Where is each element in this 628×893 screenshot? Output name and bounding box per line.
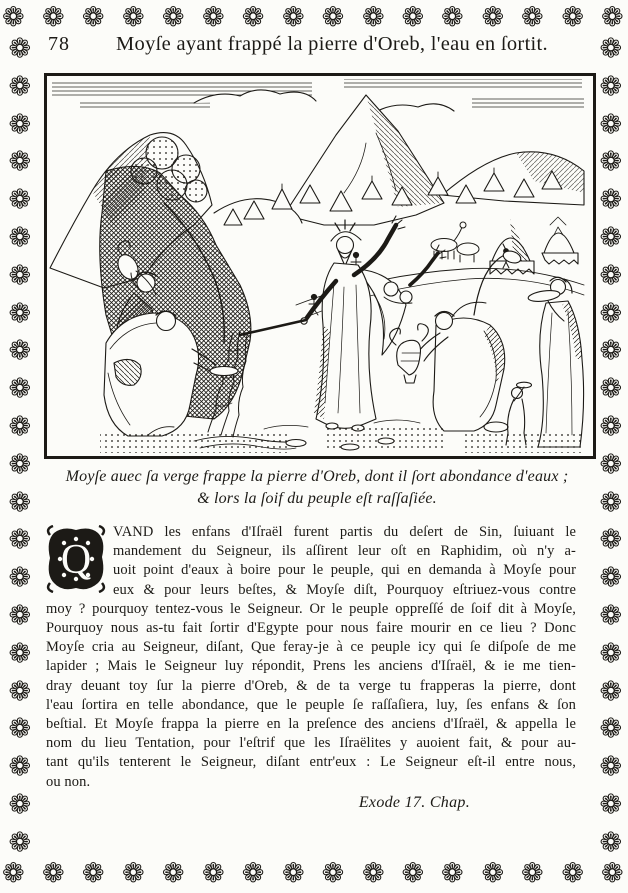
camel-head: [452, 244, 522, 317]
body-text-line: beſtial. Et Moyſe frappa la pierre en la preſence des anciens d'Iſraël, & appella le: [46, 716, 576, 733]
body-text-line: mandement du Seigneur, ils aſſirent leur oſt en Raphidim, où n'y a-: [113, 543, 576, 560]
body-text-line: dray deuant toy ſur la pierre d'Oreb, & de ta verge tu frapperas la pierre, dont: [46, 677, 576, 694]
fleuron-ornament-icon: ❁: [593, 792, 625, 815]
fleuron-ornament-icon: ❁: [401, 1, 425, 33]
fleuron-ornament-icon: ❁: [601, 1, 624, 33]
fleuron-ornament-icon: ❁: [481, 857, 505, 889]
fleuron-ornament-icon: ❁: [481, 1, 505, 33]
engraving-caption: [46, 466, 588, 510]
body-text-line: l'eau ſortira en telle abondance, que le peuple ſe raſſaſiera, luy, ſes enfans & ſon: [46, 696, 576, 713]
fleuron-ornament-icon: ❁: [593, 527, 625, 551]
fleuron-ornament-icon: ❁: [561, 1, 584, 33]
fleuron-ornament-icon: ❁: [593, 149, 625, 173]
fleuron-ornament-icon: ❁: [2, 73, 34, 97]
fleuron-ornament-icon: ❁: [2, 640, 34, 664]
fleuron-ornament-icon: ❁: [593, 640, 625, 664]
sky-hatching: [52, 79, 584, 113]
fleuron-ornament-icon: ❁: [361, 1, 385, 33]
fleuron-ornament-icon: ❁: [593, 376, 625, 399]
woodcut-engraving: [44, 72, 596, 460]
body-text: [46, 523, 576, 792]
fleuron-ornament-icon: ❁: [241, 1, 265, 33]
fleuron-ornament-icon: ❁: [593, 300, 625, 324]
page-number: 78: [48, 33, 70, 55]
moses-figure: [240, 216, 406, 431]
fleuron-ornament-icon: ❁: [2, 857, 25, 889]
body-text-line: tant qu'ils tenterent le Seigneur, diſant entr'eux : Le Seigneur eſt-il entre nous,: [46, 754, 576, 771]
fleuron-ornament-icon: ❁: [2, 489, 34, 513]
fleuron-ornament-icon: ❁: [281, 1, 305, 33]
fleuron-ornament-icon: ❁: [361, 857, 385, 889]
fleuron-ornament-icon: ❁: [2, 678, 34, 702]
body-paragraph: [46, 523, 576, 812]
fleuron-ornament-icon: ❁: [121, 857, 145, 889]
fleuron-ornament-icon: ❁: [81, 1, 105, 33]
fleuron-ornament-icon: ❁: [2, 451, 34, 475]
fleuron-ornament-icon: ❁: [593, 716, 625, 740]
fleuron-ornament-icon: ❁: [593, 678, 625, 702]
fleuron-ornament-icon: ❁: [2, 111, 34, 135]
fleuron-ornament-icon: ❁: [81, 857, 105, 889]
fleuron-ornament-icon: ❁: [441, 1, 465, 33]
fleuron-ornament-icon: ❁: [2, 414, 34, 437]
fleuron-ornament-icon: ❁: [593, 565, 625, 588]
fleuron-ornament-icon: ❁: [2, 754, 34, 777]
fleuron-ornament-icon: ❁: [2, 376, 34, 399]
fleuron-ornament-icon: ❁: [593, 829, 625, 853]
fleuron-ornament-icon: ❁: [593, 111, 625, 135]
fleuron-ornament-icon: ❁: [321, 1, 345, 33]
fleuron-ornament-icon: ❁: [2, 338, 34, 362]
fleuron-ornament-icon: ❁: [593, 414, 625, 437]
fleuron-ornament-icon: ❁: [601, 857, 624, 889]
fleuron-ornament-icon: ❁: [593, 338, 625, 362]
body-text-line: nom du lieu Tentation, pour l'eſtrif que les Iſraëlites y auoient fait, & pour au-: [46, 735, 576, 752]
fleuron-ornament-icon: ❁: [321, 857, 345, 889]
fleuron-ornament-icon: ❁: [41, 1, 65, 33]
decorative-initial: [46, 525, 106, 593]
fleuron-ornament-icon: ❁: [2, 527, 34, 551]
fleuron-ornament-icon: ❁: [593, 262, 625, 286]
page-header: [44, 33, 594, 61]
fleuron-ornament-icon: ❁: [2, 1, 25, 33]
body-text-line: VAND les enfans d'Iſraël furent partis du deſert de Sin, ſuiuant le: [113, 524, 576, 540]
ornamental-border-right: [592, 34, 626, 855]
body-text-line: lapider ; Mais le Seigneur luy répondit, Prens les anciens d'Iſraël, & ie me tien-: [46, 658, 576, 675]
fleuron-ornament-icon: ❁: [441, 857, 465, 889]
body-text-line: Moyſe cria au Seigneur, diſant, Que feray-je à ce peuple icy qui ſe diſpoſe de me: [46, 639, 576, 656]
moses-striking-rock-illustration: [44, 72, 596, 460]
fleuron-ornament-icon: ❁: [561, 857, 584, 889]
fleuron-ornament-icon: ❁: [2, 262, 34, 286]
ornamental-border-top: [2, 0, 624, 34]
fleuron-ornament-icon: ❁: [201, 857, 225, 889]
fleuron-ornament-icon: ❁: [593, 187, 625, 210]
ornamental-border-bottom: [2, 855, 624, 891]
fleuron-ornament-icon: ❁: [593, 36, 625, 59]
initial-letter: Q: [60, 537, 92, 583]
caption-line: Moyſe auec ſa verge frappe la pierre d'Oreb, dont il ſort abondance d'eaux ;: [65, 468, 569, 485]
fleuron-ornament-icon: ❁: [2, 565, 34, 588]
fleuron-ornament-icon: ❁: [593, 754, 625, 777]
fleuron-ornament-icon: ❁: [121, 1, 145, 33]
fleuron-ornament-icon: ❁: [593, 489, 625, 513]
scripture-reference: Exode 17. Chap.: [358, 793, 470, 811]
caption-line: & lors la ſoif du peuple eſt raſſaſiée.: [197, 490, 437, 507]
fleuron-ornament-icon: ❁: [2, 36, 34, 59]
body-text-line: eux & pour leurs beſtes, & Moyſe diſt, Pourquoy eſtriuez-vous contre: [113, 581, 576, 598]
body-text-line: ou non.: [46, 773, 91, 790]
fleuron-ornament-icon: ❁: [401, 857, 425, 889]
fleuron-ornament-icon: ❁: [593, 603, 625, 626]
fleuron-ornament-icon: ❁: [2, 716, 34, 740]
fleuron-ornament-icon: ❁: [593, 451, 625, 475]
fleuron-ornament-icon: ❁: [2, 149, 34, 173]
ornamental-border-left: [1, 34, 35, 855]
fleuron-ornament-icon: ❁: [2, 187, 34, 210]
fleuron-ornament-icon: ❁: [41, 857, 65, 889]
fleuron-ornament-icon: ❁: [2, 603, 34, 626]
body-text-line: uoit point d'eaux à boire pour le peuple, qui en demanda à Moyſe pour: [113, 562, 576, 579]
fleuron-ornament-icon: ❁: [161, 857, 185, 889]
fleuron-ornament-icon: ❁: [241, 857, 265, 889]
fleuron-ornament-icon: ❁: [593, 225, 625, 248]
fleuron-ornament-icon: ❁: [593, 73, 625, 97]
fleuron-ornament-icon: ❁: [2, 829, 34, 853]
page-title: Moyſe ayant frappé la pierre d'Oreb, l'eau en ſortit.: [116, 33, 548, 55]
fleuron-ornament-icon: ❁: [2, 225, 34, 248]
kneeling-man-right: [390, 312, 508, 433]
fleuron-ornament-icon: ❁: [161, 1, 185, 33]
fleuron-ornament-icon: ❁: [2, 300, 34, 324]
body-text-line: moy ? pourquoy tentez-vous le Seigneur. Or le peuple oppreſſé de ſoif dit à Moyſe,: [46, 600, 576, 617]
fleuron-ornament-icon: ❁: [521, 1, 545, 33]
woman-with-bowl: [527, 277, 583, 447]
fleuron-ornament-icon: ❁: [521, 857, 545, 889]
fleuron-ornament-icon: ❁: [201, 1, 225, 33]
body-text-line: Pourquoy nous as-tu fait ſortir d'Egypte pour nous faire mourir en ce lieu ? Donc: [46, 620, 576, 637]
fleuron-ornament-icon: ❁: [2, 792, 34, 815]
fleuron-ornament-icon: ❁: [281, 857, 305, 889]
